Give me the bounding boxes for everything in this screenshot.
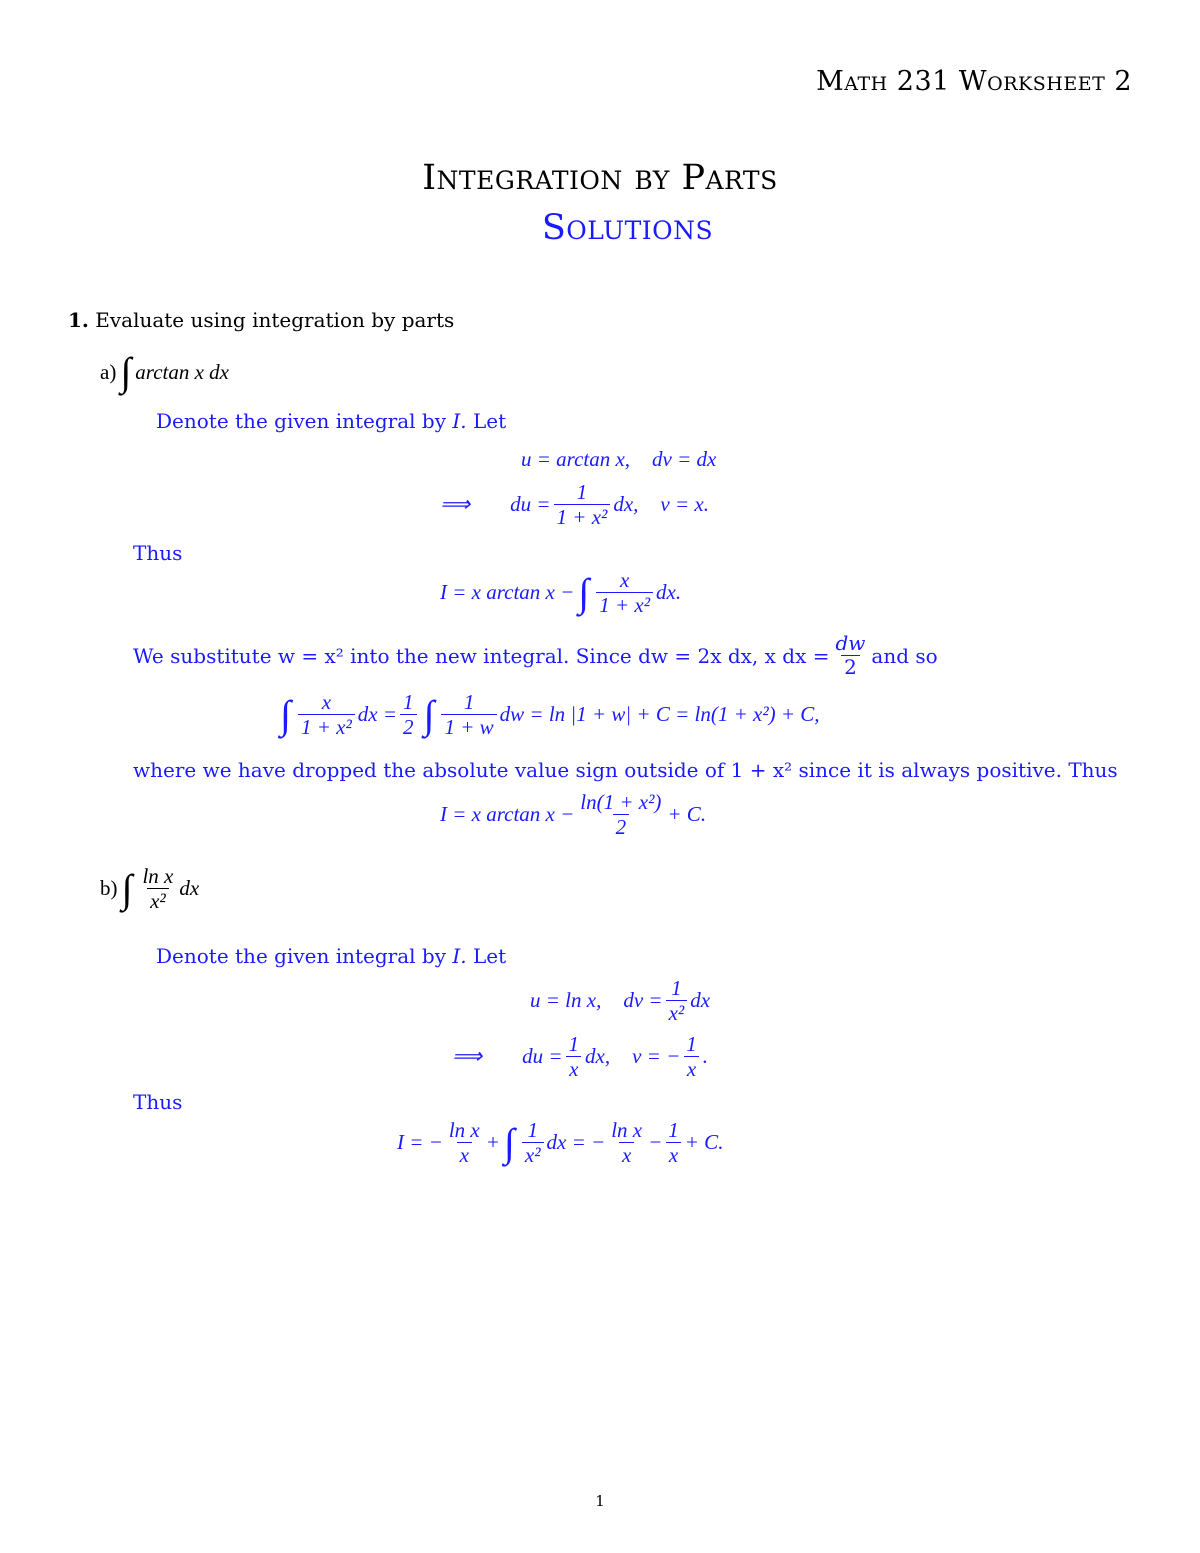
integral-sign-icon: ∫ bbox=[280, 691, 291, 737]
part-b-integral: b) ∫ $\frac{\text{ln x}}{\text{x²}}$ dx bbox=[100, 864, 200, 914]
implies-icon: ⟹ bbox=[440, 492, 471, 517]
part-b-eq1: u = ln x, dv = $\frac{1}{\text{x²}}$ dx bbox=[530, 976, 711, 1026]
part-a-eq4: ∫ $\frac{x}{\text{1 + x²}}$ dx = $\frac{1}{2}$ ∫ $\frac{1}{1 + w}$ dw = ln |1 + w| + C = ln(1 + x²) + C, bbox=[280, 690, 820, 740]
part-a-denote: Denote the given integral by I. Let bbox=[156, 409, 507, 433]
part-a-label: a) bbox=[100, 359, 117, 384]
part-b-thus: Thus bbox=[133, 1090, 183, 1114]
integral-sign-icon: ∫ bbox=[120, 349, 132, 394]
implies-icon: ⟹ bbox=[452, 1044, 483, 1069]
part-a-integral bbox=[100, 349, 229, 394]
integral-sign-icon: ∫ bbox=[578, 569, 590, 615]
part-b-eq3: I = − $\frac{\text{ln x}}{x}$ + ∫ $\frac{1}{\text{x²}}$ dx = − $\frac{\text{ln x}}{x}$ − $\frac{1}{x}$ + C. bbox=[397, 1118, 724, 1168]
part-a-eq1: u = arctan x, dv = dx bbox=[521, 447, 717, 471]
part-b-label: b) bbox=[100, 876, 118, 901]
integral-sign-icon: ∫ bbox=[121, 865, 133, 911]
part-a-integrand: arctan x dx bbox=[135, 359, 229, 384]
integral-sign-icon: ∫ bbox=[503, 1119, 515, 1165]
problem-instruction-text: Evaluate using integration by parts bbox=[95, 308, 455, 332]
page-title: Integration by Parts bbox=[422, 158, 778, 198]
problem-instruction bbox=[68, 308, 454, 332]
course-header: Math 231 Worksheet 2 bbox=[816, 66, 1132, 97]
part-b-denote: Denote the given integral by I. Let bbox=[156, 944, 507, 968]
integral-sign-icon: ∫ bbox=[423, 691, 435, 737]
part-a-eq5: I = x arctan x − $\frac{\text{ln(1 + x²)}}{2}$ + C. bbox=[440, 790, 707, 840]
part-a-thus: Thus bbox=[133, 541, 183, 565]
part-a-dropped: where we have dropped the absolute value sign outside of 1 + x² since it is always positive. Thus bbox=[133, 758, 1118, 782]
part-a-substitution: We substitute w = x² into the new integral. Since dw = 2x dx, x dx = $\frac{dw}{2}$ and so bbox=[133, 631, 938, 679]
page-number: 1 bbox=[595, 1492, 605, 1510]
part-a-eq3: I = x arctan x − ∫ $\frac{x}{\text{1 + x²}}$ dx. bbox=[440, 568, 682, 618]
problem-number: 1. bbox=[68, 308, 89, 332]
page-subtitle: Solutions bbox=[541, 208, 714, 248]
part-b-eq2: ⟹ du = $\frac{1}{x}$ dx, v = − $\frac{1}{x}$ . bbox=[452, 1032, 709, 1082]
part-a-eq2: ⟹ du = $\frac{1}{\text{1 + x²}}$ dx, v = x. bbox=[440, 480, 709, 530]
